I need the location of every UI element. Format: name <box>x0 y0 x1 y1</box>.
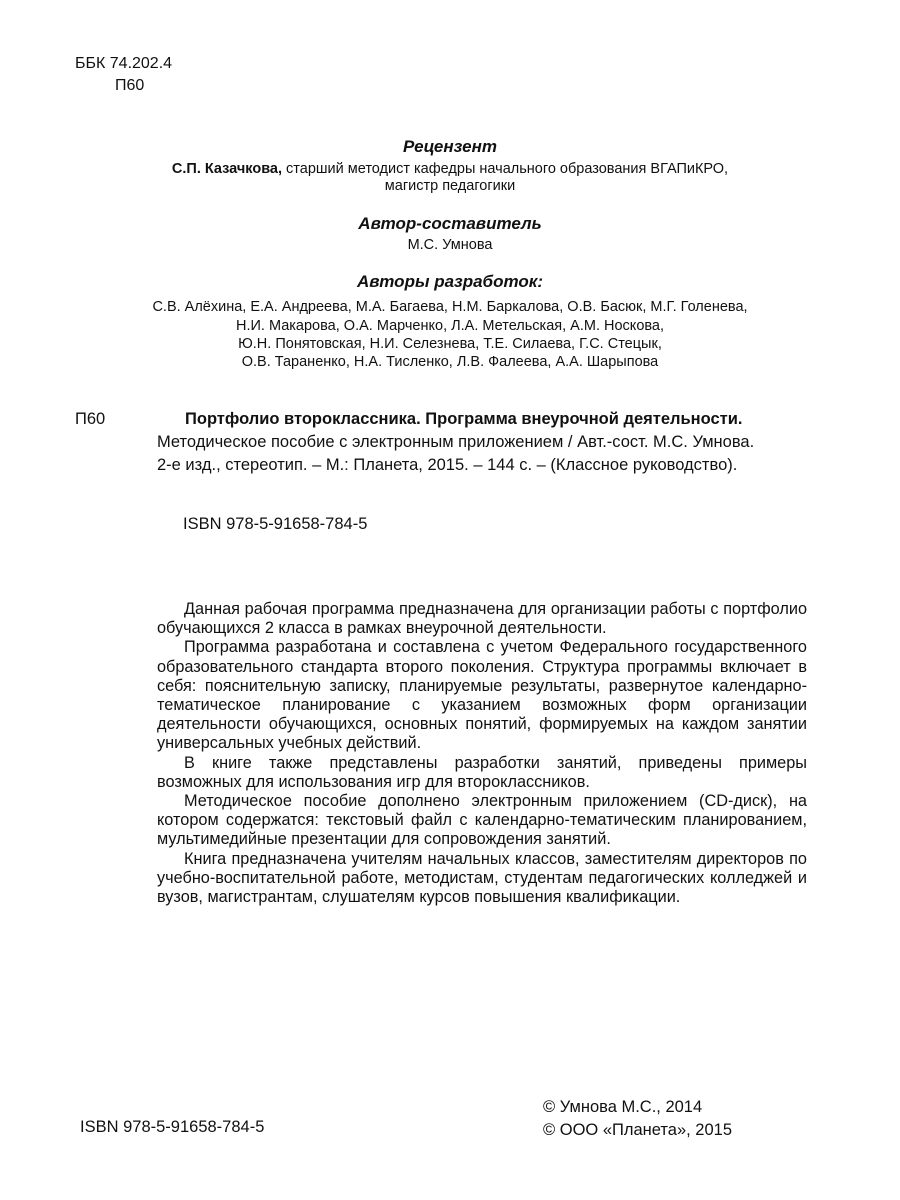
developers-line-2: Н.И. Макарова, О.А. Марченко, Л.А. Метельская, А.М. Носкова, <box>235 318 665 334</box>
copyright-block <box>543 1096 732 1142</box>
developers-line-3: Ю.Н. Понятовская, Н.И. Селезнева, Т.Е. Силаева, Г.С. Стецык, <box>238 336 662 352</box>
reviewer-heading: Рецензент <box>403 137 497 156</box>
annotation-paragraph: Методическое пособие дополнено электронным приложением (CD-диск), на котором содержатся: текстовый файл с календарно-тематическим планированием, мультимедийные презентации для сопровождения занятий. <box>157 792 807 849</box>
reviewer-line <box>0 160 900 178</box>
developers-line-1: С.В. Алёхина, Е.А. Андреева, М.А. Багаева, Н.М. Баркалова, О.В. Басюк, М.Г. Голенева, <box>152 299 748 315</box>
annotation-paragraph: В книге также представлены разработки занятий, приведены примеры возможных для использования игр для второклассников. <box>157 753 807 791</box>
copyright-author: © Умнова М.С., 2014 <box>543 1098 703 1116</box>
annotation-paragraph: Программа разработана и составлена с учетом Федерального государственного образовательного стандарта второго поколения. Структура программы включает в себя: пояснительную записку, планируемые результаты, развернутое календарно-тематическое планирование с указанием возможных форм организации деятельности обучающихся, основных понятий, формируемых на каждом занятии универсальных учебных действий. <box>157 638 807 753</box>
book-description: Методическое пособие с электронным приложением / Авт.-сост. М.С. Умнова. <box>157 433 755 451</box>
developers-line-4: О.В. Тараненко, Н.А. Тисленко, Л.В. Фалеева, А.А. Шарыпова <box>241 354 659 370</box>
reviewer-degree: магистр педагогики <box>384 178 516 194</box>
annotation <box>157 600 807 907</box>
bbk-code: ББК 74.202.4 <box>75 55 173 72</box>
catalog-isbn: ISBN 978-5-91658-784-5 <box>183 515 368 533</box>
author-sign-code: П60 <box>115 77 145 94</box>
developers-heading: Авторы разработок: <box>356 272 544 291</box>
annotation-paragraph: Данная рабочая программа предназначена для организации работы с портфолио обучающихся 2 класса в рамках внеурочной деятельности. <box>157 600 807 638</box>
footer-isbn: ISBN 978-5-91658-784-5 <box>80 1118 265 1136</box>
compiler-heading: Автор-составитель <box>358 214 542 233</box>
bibliographic-record <box>157 408 817 477</box>
reviewer-position: старший методист кафедры начального образования ВГАПиКРО, <box>282 161 729 177</box>
reviewer-name: С.П. Казачкова, <box>171 161 283 177</box>
catalog-code: П60 <box>75 410 106 428</box>
compiler-name: М.С. Умнова <box>407 237 493 253</box>
book-title: Портфолио второклассника. Программа внеурочной деятельности. <box>185 410 743 428</box>
book-imprint: 2-е изд., стереотип. – М.: Планета, 2015. – 144 с. – (Классное руководство). <box>157 456 738 474</box>
classification-block <box>75 53 172 97</box>
annotation-paragraph: Книга предназначена учителям начальных классов, заместителям директоров по учебно-воспитательной работе, методистам, студентам педагогических колледжей и вузов, магистрантам, слушателям курсов повышения квалификации. <box>157 849 807 907</box>
copyright-publisher: © ООО «Планета», 2015 <box>543 1121 733 1139</box>
